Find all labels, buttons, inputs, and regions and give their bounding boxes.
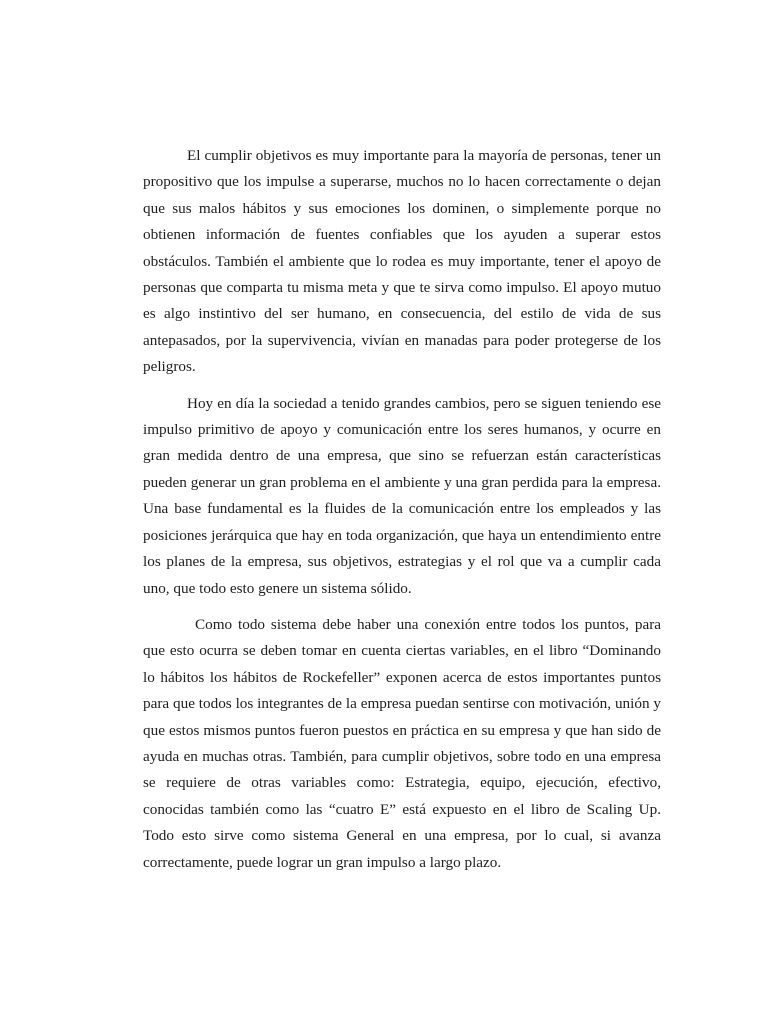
paragraph-1: El cumplir objetivos es muy importante para la mayoría de personas, tener un propositivo que los impulse a superarse, muchos no lo hacen correctamente o dejan que sus malos hábitos y sus emociones los dominen, o simplemente porque no obtienen información de fuentes confiables que los ayuden a superar estos obstáculos. También el ambiente que lo rodea es muy importante, tener el apoyo de personas que comparta tu misma meta y que te sirva como impulso. El apoyo mutuo es algo instintivo del ser humano, en consecuencia, del estilo de vida de sus antepasados, por la supervivencia, vivían en manadas para poder protegerse de los peligros. [143, 147, 661, 376]
paragraph-3: Como todo sistema debe haber una conexión entre todos los puntos, para que esto ocurra se deben tomar en cuenta ciertas variables, en el libro “Dominando lo hábitos los hábitos de Rockefeller” exponen acerca de estos importantes puntos para que todos los integrantes de la empresa puedan sentirse con motivación, unión y que estos mismos puntos fueron puestos en práctica en su empresa y que han sido de ayuda en muchas otras. También, para cumplir objetivos, sobre todo en una empresa se requiere de otras variables como: Estrategia, equipo, ejecución, efectivo, conocidas también como las “cuatro E” está expuesto en el libro de Scaling Up. Todo esto sirve como sistema General en una empresa, por lo cual, si avanza correctamente, puede lograr un gran impulso a largo plazo. [143, 615, 661, 871]
document-body [143, 143, 661, 886]
paragraph-2: Hoy en día la sociedad a tenido grandes cambios, pero se siguen teniendo ese impulso primitivo de apoyo y comunicación entre los seres humanos, y ocurre en gran medida dentro de una empresa, que sino se refuerzan están características pueden generar un gran problema en el ambiente y una gran perdida para la empresa. Una base fundamental es la fluides de la comunicación entre los empleados y las posiciones jerárquica que hay en toda organización, que haya un entendimiento entre los planes de la empresa, sus objetivos, estrategias y el rol que va a cumplir cada uno, que todo esto genere un sistema sólido. [143, 394, 661, 597]
